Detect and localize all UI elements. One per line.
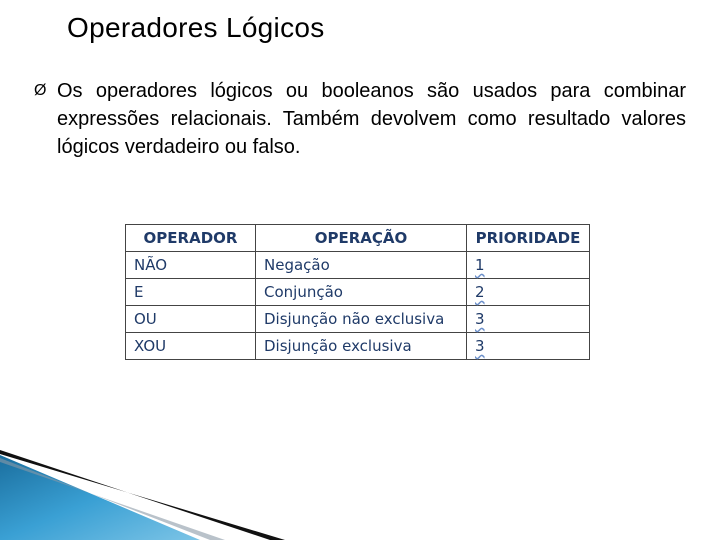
teal-swoosh — [0, 455, 200, 540]
cell-operacao: Disjunção exclusiva — [256, 333, 467, 360]
cell-operador: E — [126, 279, 256, 306]
table-row — [126, 306, 590, 333]
cell-prioridade: 3 — [467, 306, 590, 333]
bullet-item — [34, 77, 686, 161]
bullet-text: Os operadores lógicos ou booleanos são usados para combinar expressões relacionais. Também devolvem como resultado valores lógicos verdadeiro ou falso. — [57, 80, 686, 158]
arrow-bullet-icon: Ø — [34, 82, 47, 99]
cell-operacao: Conjunção — [256, 279, 467, 306]
table-row — [126, 279, 590, 306]
operators-table — [125, 224, 590, 360]
table-header-row — [126, 225, 590, 252]
table-row — [126, 252, 590, 279]
header-operador: OPERADOR — [126, 225, 256, 252]
cell-operador: OU — [126, 306, 256, 333]
cell-operacao: Negação — [256, 252, 467, 279]
header-prioridade: PRIORIDADE — [467, 225, 590, 252]
header-operacao: OPERAÇÃO — [256, 225, 467, 252]
slide-title: Operadores Lógicos — [67, 12, 325, 43]
cell-operador: XOU — [126, 333, 256, 360]
cell-operador: NÃO — [126, 252, 256, 279]
slide-corner-decoration — [0, 440, 720, 540]
cell-prioridade: 3 — [467, 333, 590, 360]
cell-prioridade: 1 — [467, 252, 590, 279]
operators-table-wrapper — [125, 224, 590, 360]
cell-operacao: Disjunção não exclusiva — [256, 306, 467, 333]
table-row — [126, 333, 590, 360]
cell-prioridade: 2 — [467, 279, 590, 306]
